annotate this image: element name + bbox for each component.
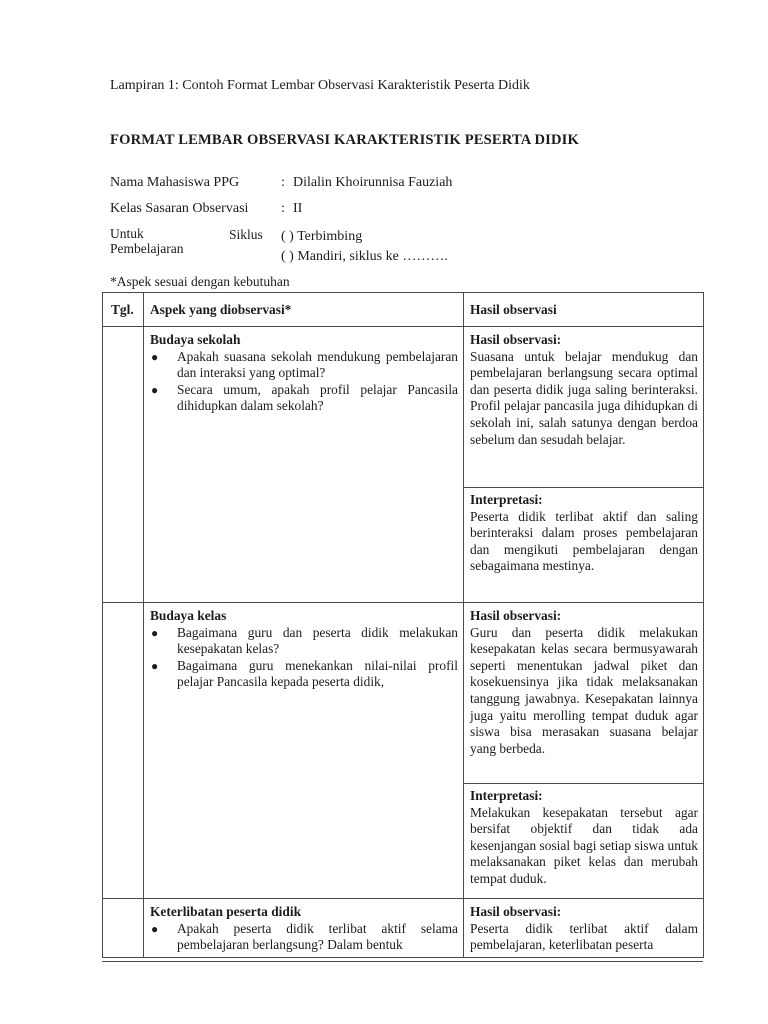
pembelajaran-label: Pembelajaran (110, 241, 184, 256)
interpretasi-label: Interpretasi: (470, 492, 543, 507)
interpretasi-cell (464, 488, 704, 603)
hasil-cell (464, 899, 704, 958)
aspek-note: *Aspek sesuai dengan kebutuhan (110, 274, 290, 289)
header-tgl: Tgl. (103, 293, 144, 327)
table-bottom-border (102, 961, 703, 962)
table-row (103, 327, 704, 488)
hasil-label: Hasil observasi: (470, 904, 562, 919)
date-cell (103, 603, 144, 899)
list-item: ● Bagaimana guru menekankan nilai-nilai profil pelajar Pancasila kepada peserta didik, (151, 657, 458, 690)
nama-label: Nama Mahasiswa PPG (110, 175, 240, 190)
nama-colon: : (281, 175, 285, 190)
lampiran-heading: Lampiran 1: Contoh Format Lembar Observasi Karakteristik Peserta Didik (110, 78, 530, 93)
bullet-icon: ● (151, 382, 159, 397)
hasil-cell (464, 603, 704, 784)
date-cell (103, 327, 144, 603)
option-terbimbing: ( ) Terbimbing (281, 229, 363, 244)
aspect-title: Budaya kelas (150, 608, 227, 623)
hasil-text: Peserta didik terlibat aktif dalam pembelajaran, keterlibatan peserta (470, 920, 698, 953)
option-mandiri: ( ) Mandiri, siklus ke ………. (281, 249, 448, 264)
document-title: FORMAT LEMBAR OBSERVASI KARAKTERISTIK PESERTA DIDIK (110, 132, 579, 148)
date-cell (103, 899, 144, 958)
interpretasi-text: Melakukan kesepakatan tersebut agar bersifat objektif dan tidak ada kesenjangan sosial bagi setiap siswa untuk melaksanakan piket kelas dan merubah tempat duduk. (470, 804, 698, 886)
untuk-label: Untuk (110, 226, 144, 241)
aspect-cell (144, 603, 464, 899)
list-item: ● Apakah peserta didik terlibat aktif selama pembelajaran berlangsung? Dalam bentuk (151, 920, 458, 953)
list-item: ● Apakah suasana sekolah mendukung pembelajaran dan interaksi yang optimal? (151, 348, 458, 381)
table-row (103, 899, 704, 958)
bullet-icon: ● (151, 625, 159, 640)
header-aspek: Aspek yang diobservasi* (144, 293, 464, 327)
header-hasil: Hasil observasi (464, 293, 704, 327)
bullet-icon: ● (151, 921, 159, 936)
list-item: ● Bagaimana guru dan peserta didik melakukan kesepakatan kelas? (151, 624, 458, 657)
aspect-title: Keterlibatan peserta didik (150, 904, 302, 919)
kelas-value: II (293, 201, 303, 216)
siklus-label: Siklus (229, 227, 263, 242)
table-row (103, 603, 704, 784)
hasil-text: Suasana untuk belajar mendukug dan pembelajaran berlangsung secara optimal dan peserta didik juga saling berinteraksi. Profil pelajar pancasila juga dihidupkan di sekolah ini, salah satunya dengan berdoa sebelum dan sesudah belajar. (470, 348, 698, 447)
page-bottom-margin (0, 962, 768, 1024)
aspect-cell (144, 899, 464, 958)
hasil-text: Guru dan peserta didik melakukan kesepakatan kelas secara bermusyawarah seperti menentukan jadwal piket dan kosekuensinya jika tidak melaksanakan tanggung jawabnya. Kesepakatan lainnya juga yaitu merolling tempat duduk agar siswa bisa merasakan suasana belajar yang berbeda. (470, 624, 698, 756)
table-header-row (103, 293, 704, 327)
aspect-cell (144, 327, 464, 603)
kelas-label: Kelas Sasaran Observasi (110, 201, 249, 216)
nama-value: Dilalin Khoirunnisa Fauziah (293, 175, 453, 190)
hasil-label: Hasil observasi: (470, 608, 562, 623)
bullet-icon: ● (151, 658, 159, 673)
list-item: ● Secara umum, apakah profil pelajar Pancasila dihidupkan dalam sekolah? (151, 381, 458, 414)
interpretasi-text: Peserta didik terlibat aktif dan saling berinteraksi dalam proses pembelajaran dan mengikuti pembelajaran dengan sebagaimana mestinya. (470, 508, 698, 574)
observation-table (102, 292, 704, 958)
interpretasi-cell (464, 784, 704, 899)
kelas-colon: : (281, 201, 285, 216)
bullet-icon: ● (151, 349, 159, 364)
hasil-cell (464, 327, 704, 488)
aspect-title: Budaya sekolah (150, 332, 241, 347)
hasil-label: Hasil observasi: (470, 332, 562, 347)
interpretasi-label: Interpretasi: (470, 788, 543, 803)
